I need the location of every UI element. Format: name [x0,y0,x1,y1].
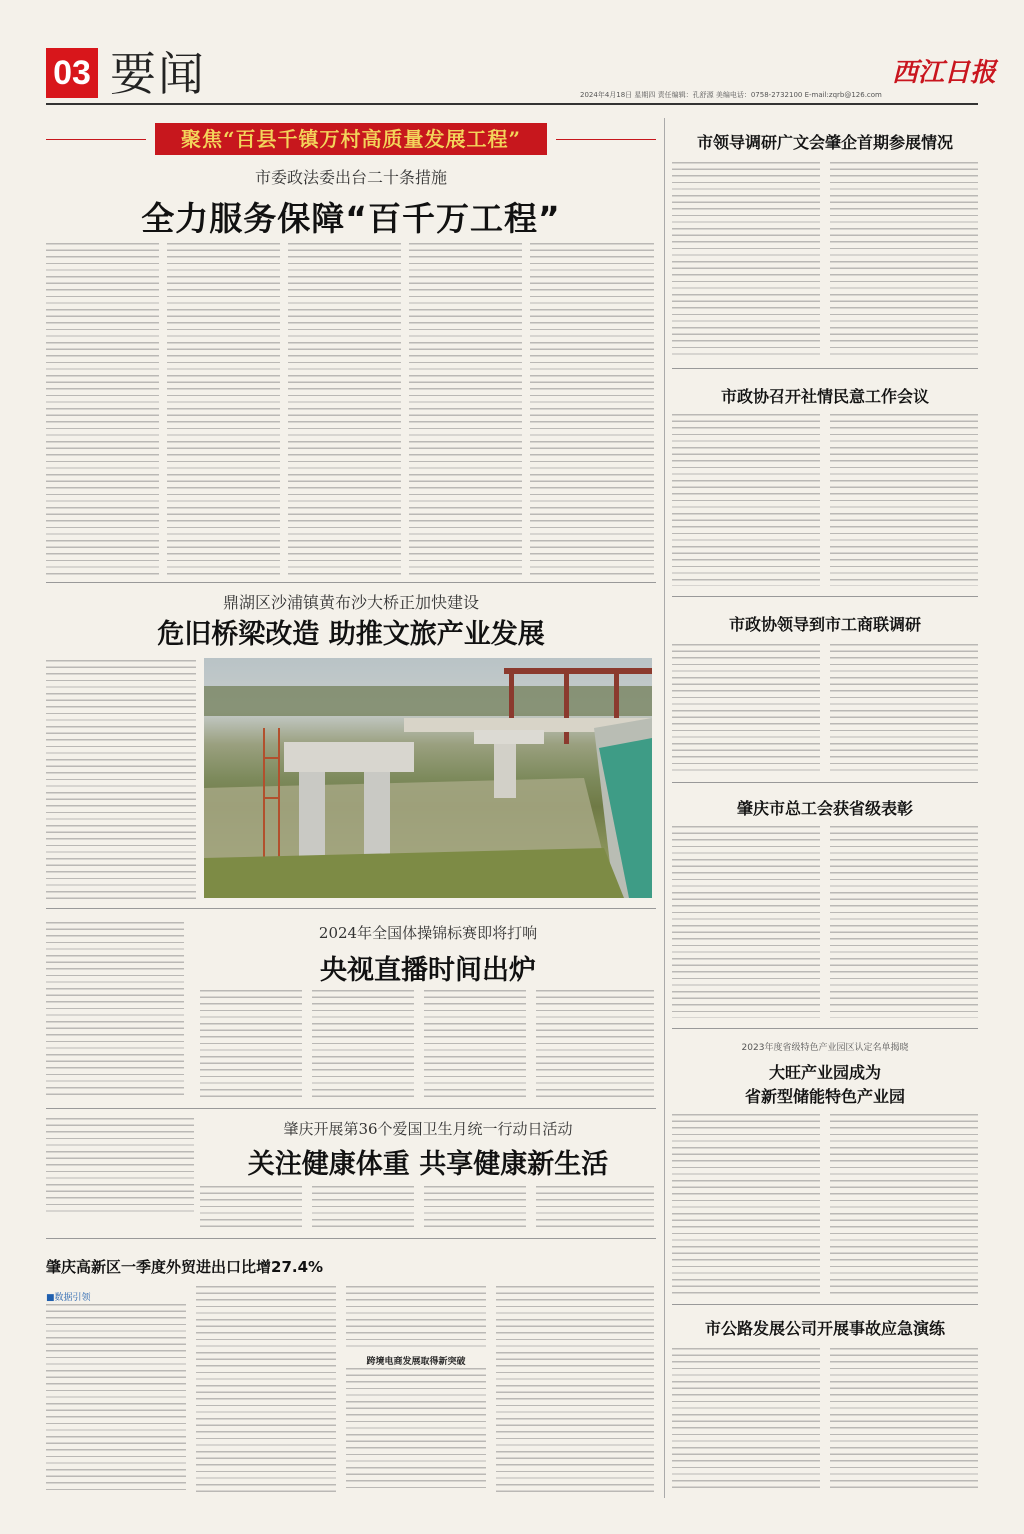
sports-body-col2 [312,990,414,1098]
health-body-col4 [536,1186,654,1230]
lead-body-col1 [46,243,159,575]
right-2-col2 [830,414,978,586]
right-4-col2 [830,826,978,1018]
column-divider [664,118,665,1498]
topic-banner: 聚焦“百县千镇万村高质量发展工程” [155,123,547,155]
lead-kicker: 市委政法委出台二十条措施 [254,168,447,187]
section-rule [46,582,656,583]
health-body-col3 [424,1186,526,1230]
lead-body-col5 [530,243,654,575]
banner-line-right [556,139,656,140]
right-headline-1: 市领导调研广文会肇企首期参展情况 [696,133,953,152]
section-rule [672,1028,978,1029]
right-headline-2: 市政协召开社情民意工作会议 [720,387,929,406]
bridge-body [46,660,196,900]
page-number: 03 [46,48,98,98]
trade-body-col2 [196,1286,336,1492]
sports-headline: 央视直播时间出炉 [320,955,536,986]
right-6-col1 [672,1348,820,1492]
sports-body-lead [46,922,184,1100]
right-3-col2 [830,644,978,772]
section-rule [46,1108,656,1109]
right-3-col1 [672,644,820,772]
section-rule [672,596,978,597]
health-body-col2 [312,1186,414,1230]
section-rule [672,782,978,783]
sports-kicker: 2024年全国体操锦标赛即将打响 [318,924,538,942]
trade-body-col3b [346,1368,486,1492]
section-title: 要闻 [110,47,206,101]
section-rule [672,1304,978,1305]
bridge-kicker: 鼎湖区沙浦镇黄布沙大桥正加快建设 [222,593,479,612]
section-rule [46,1238,656,1239]
sports-body-col1 [200,990,302,1098]
right-headline-3: 市政协领导到市工商联调研 [728,615,921,634]
issue-meta: 2024年4月18日 星期四 责任编辑：孔舒源 美编电话：0758-2732100 E-mail:zqrb@126.com [580,91,882,99]
newspaper-logo: 西江日报 [892,58,997,88]
section-rule [46,908,656,909]
right-1-col2 [830,162,978,358]
right-kicker-5: 2023年度省级特色产业园区认定名单揭晓 [741,1043,909,1053]
right-5-col1 [672,1114,820,1294]
lead-body-col2 [167,243,280,575]
trade-headline: 肇庆高新区一季度外贸进出口比增27.4% [46,1258,324,1276]
banner-line-left [46,139,146,140]
bridge-headline: 危旧桥梁改造 助推文旅产业发展 [157,619,545,650]
trade-body-col1 [46,1304,186,1492]
masthead-rule [46,103,978,105]
health-kicker: 肇庆开展第36个爱国卫生月统一行动日活动 [283,1120,573,1138]
lead-body-col4 [409,243,522,575]
right-5-col2 [830,1114,978,1294]
right-2-col1 [672,414,820,586]
trade-body-col4 [496,1286,654,1492]
right-headline-4: 肇庆市总工会获省级表彰 [736,799,913,818]
bridge-construction-photo [204,658,652,898]
health-body-col1 [200,1186,302,1230]
trade-label: ■数据引领 [46,1293,91,1303]
trade-body-col3a [346,1286,486,1350]
lead-headline: 全力服务保障“百千万工程” [141,199,561,238]
right-4-col1 [672,826,820,1018]
right-headline-5b: 省新型储能特色产业园 [744,1087,905,1106]
right-headline-6: 市公路发展公司开展事故应急演练 [704,1319,945,1338]
sports-body-col3 [424,990,526,1098]
lead-body-col3 [288,243,401,575]
right-1-col1 [672,162,820,358]
health-body-lead [46,1118,194,1214]
health-headline: 关注健康体重 共享健康新生活 [247,1149,609,1180]
section-rule [672,368,978,369]
right-6-col2 [830,1348,978,1492]
right-headline-5a: 大旺产业园成为 [768,1063,881,1082]
trade-subhead: 跨境电商发展取得新突破 [366,1357,466,1367]
sports-body-col4 [536,990,654,1098]
